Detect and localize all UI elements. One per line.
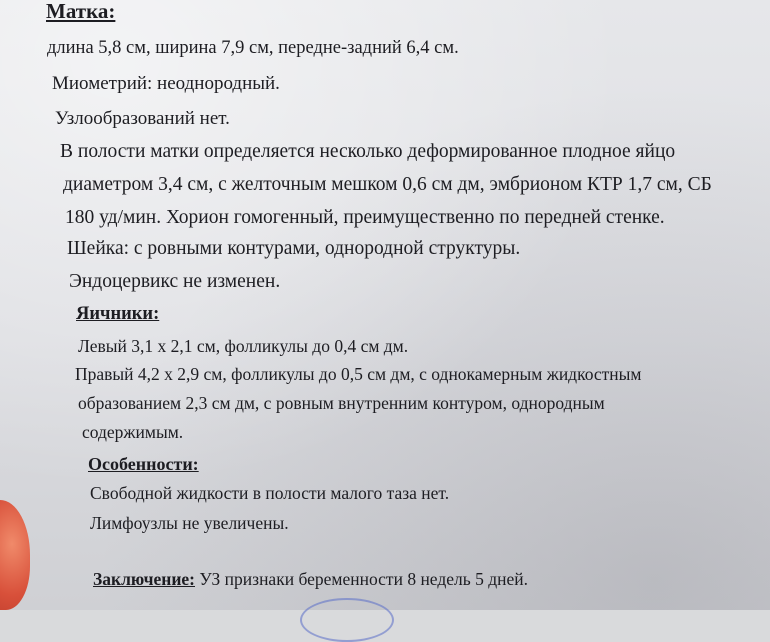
uterus-line: Узлообразований нет.: [55, 108, 230, 129]
uterus-line: В полости матки определяется несколько деформированное плодное яйцо: [60, 141, 676, 162]
uterus-line: диаметром 3,4 см, с желточным мешком 0,6 см дм, эмбрионом КТР 1,7 см, СБ: [63, 174, 712, 195]
features-line: Лимфоузлы не увеличены.: [90, 513, 289, 533]
uterus-line: длина 5,8 см, ширина 7,9 см, передне-задний 6,4 см.: [47, 38, 459, 58]
conclusion-text: УЗ признаки беременности 8 недель 5 дней.: [199, 569, 529, 589]
features-line: Свободной жидкости в полости малого таза нет.: [90, 483, 450, 503]
section-heading-ovaries: Яичники:: [76, 304, 160, 324]
ovaries-line: Правый 4,2 х 2,9 см, фолликулы до 0,5 см дм, с однокамерным жидкостным: [75, 364, 642, 384]
conclusion-line: [93, 568, 528, 590]
stamp-edge: [300, 598, 394, 642]
ovaries-line: Левый 3,1 х 2,1 см, фолликулы до 0,4 см дм.: [78, 336, 409, 356]
finger-in-frame: [0, 500, 30, 610]
section-heading-uterus: Матка:: [46, 0, 116, 23]
section-heading-features: Особенности:: [88, 454, 199, 474]
ovaries-line: образованием 2,3 см дм, с ровным внутренним контуром, однородным: [78, 393, 605, 413]
ovaries-line: содержимым.: [82, 422, 184, 442]
uterus-line: 180 уд/мин. Хорион гомогенный, преимущественно по передней стенке.: [65, 207, 665, 228]
conclusion-label: Заключение:: [93, 569, 195, 589]
uterus-line: Шейка: с ровными контурами, однородной структуры.: [67, 238, 521, 259]
uterus-line: Миометрий: неоднородный.: [52, 73, 280, 94]
uterus-line: Эндоцервикс не изменен.: [69, 271, 281, 292]
